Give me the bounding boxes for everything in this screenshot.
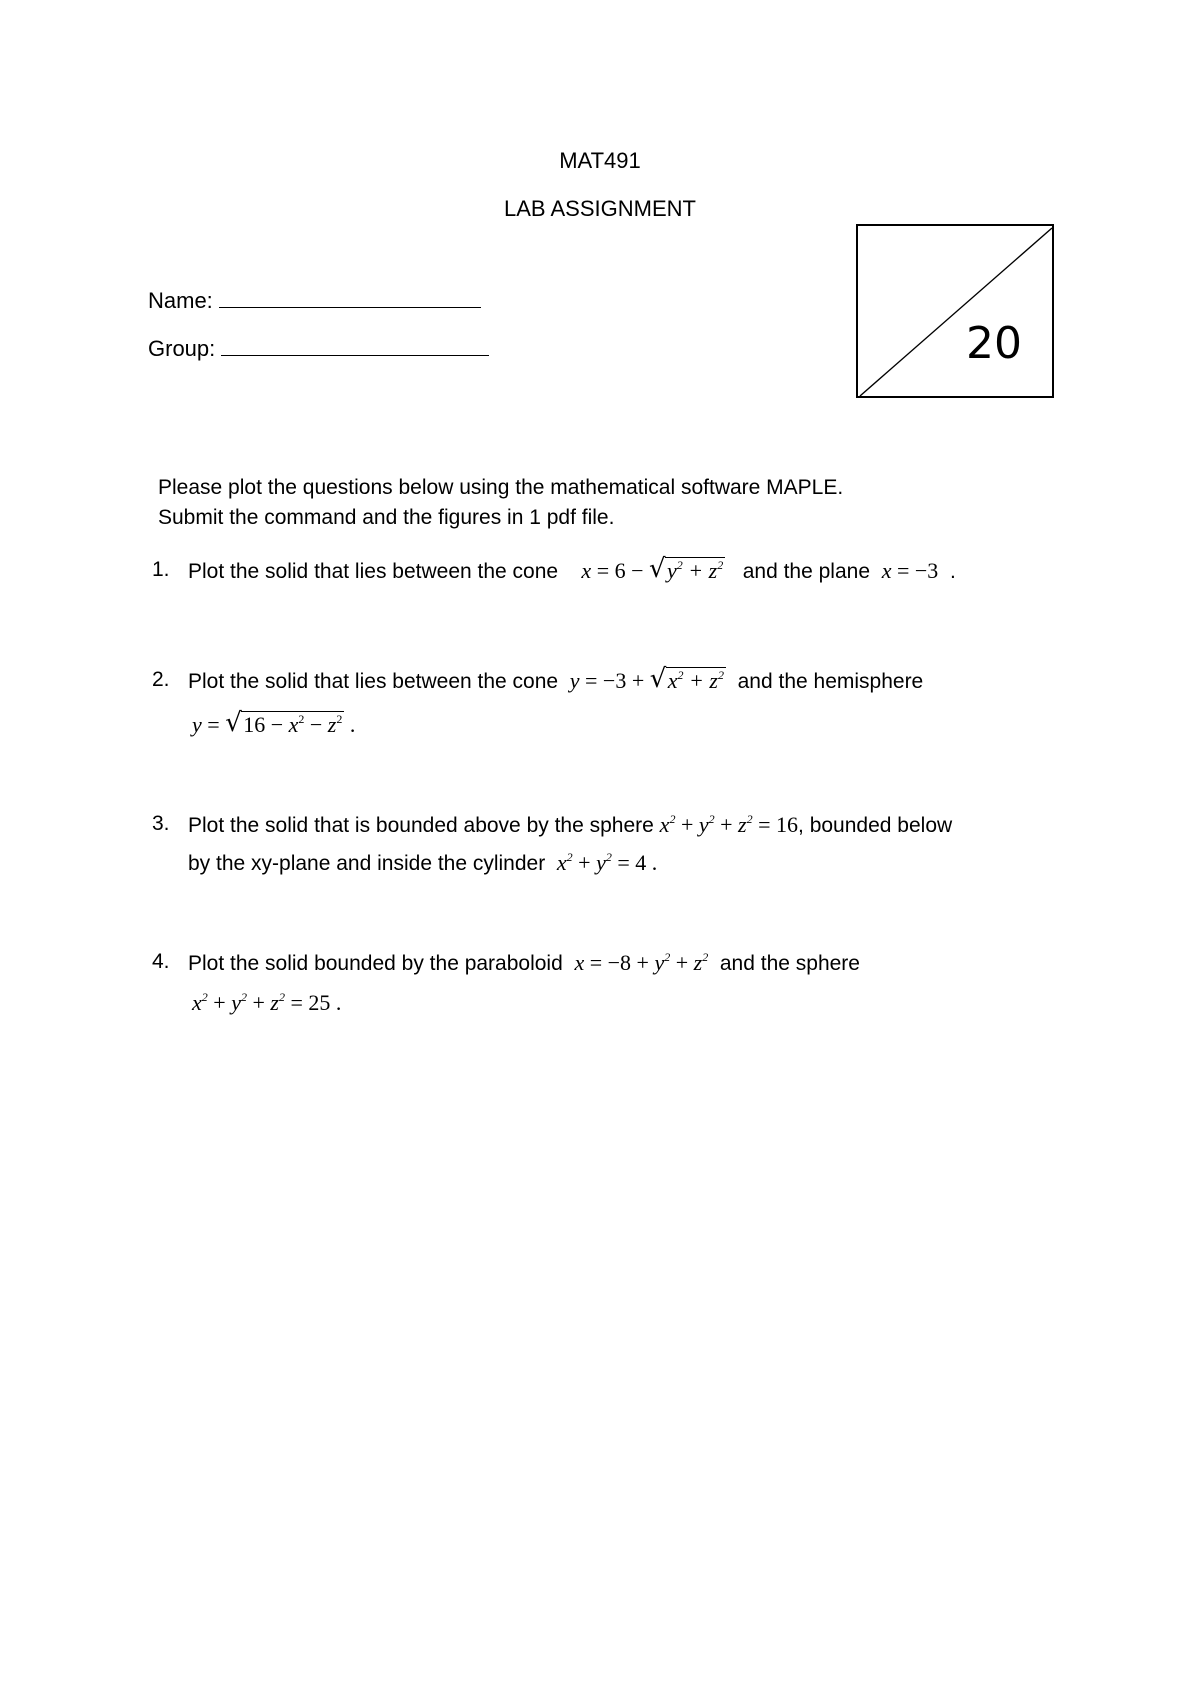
- equation-cone: y: [569, 668, 580, 693]
- question-number: 4.: [152, 950, 170, 973]
- question-number: 1.: [152, 558, 170, 581]
- group-underline: [221, 354, 489, 356]
- instruction-line-2: Submit the command and the figures in 1 pdf file.: [158, 506, 615, 529]
- question-text: Plot the solid that lies between the cone x = 6 − √ $y^2 + z^2$ and the plane x = −3 .: [188, 558, 956, 584]
- question-text: Plot the solid that lies between the cone y = −3 + √ $x^2 + z^2$ and the hemisphere: [188, 668, 923, 694]
- equation-cone: x: [581, 558, 592, 583]
- equation-cylinder: $x^2$: [556, 850, 573, 875]
- name-label: Name:: [148, 288, 213, 313]
- score-diagonal: [858, 226, 1056, 400]
- name-underline: [219, 306, 481, 308]
- score-total: 20: [966, 318, 1022, 369]
- question-3-line-2: by the xy-plane and inside the cylinder $x^2 + y^2 = 4$ .: [188, 850, 658, 875]
- equation-sphere: $x^2$: [659, 812, 676, 837]
- question-4-equation: $x^2 + y^2 + z^2 = 25$ .: [192, 990, 342, 1015]
- group-label: Group:: [148, 336, 216, 361]
- score-box: [856, 224, 1054, 398]
- equation-plane: x: [881, 558, 892, 583]
- page-title: LAB ASSIGNMENT: [504, 196, 696, 221]
- instruction-line-1: Please plot the questions below using the mathematical software MAPLE.: [158, 476, 844, 499]
- equation-paraboloid: x: [574, 950, 585, 975]
- equation-hemisphere: √ $16 - x^2 - z^2$: [225, 712, 344, 738]
- question-number: 2.: [152, 668, 170, 691]
- question-2-equation: y = √ $16 - x^2 - z^2$ .: [192, 712, 355, 738]
- group-field[interactable]: [148, 336, 489, 362]
- name-field[interactable]: [148, 288, 481, 314]
- question-number: 3.: [152, 812, 170, 835]
- course-code: MAT491: [559, 148, 641, 173]
- equation-sphere: $x^2$: [192, 990, 208, 1015]
- question-text: Plot the solid bounded by the paraboloid $x = -8 + y^2 + z^2$ and the sphere: [188, 950, 860, 975]
- question-text: Plot the solid that is bounded above by the sphere $x^2 + y^2 + z^2 = 16$, bounded below: [188, 812, 953, 837]
